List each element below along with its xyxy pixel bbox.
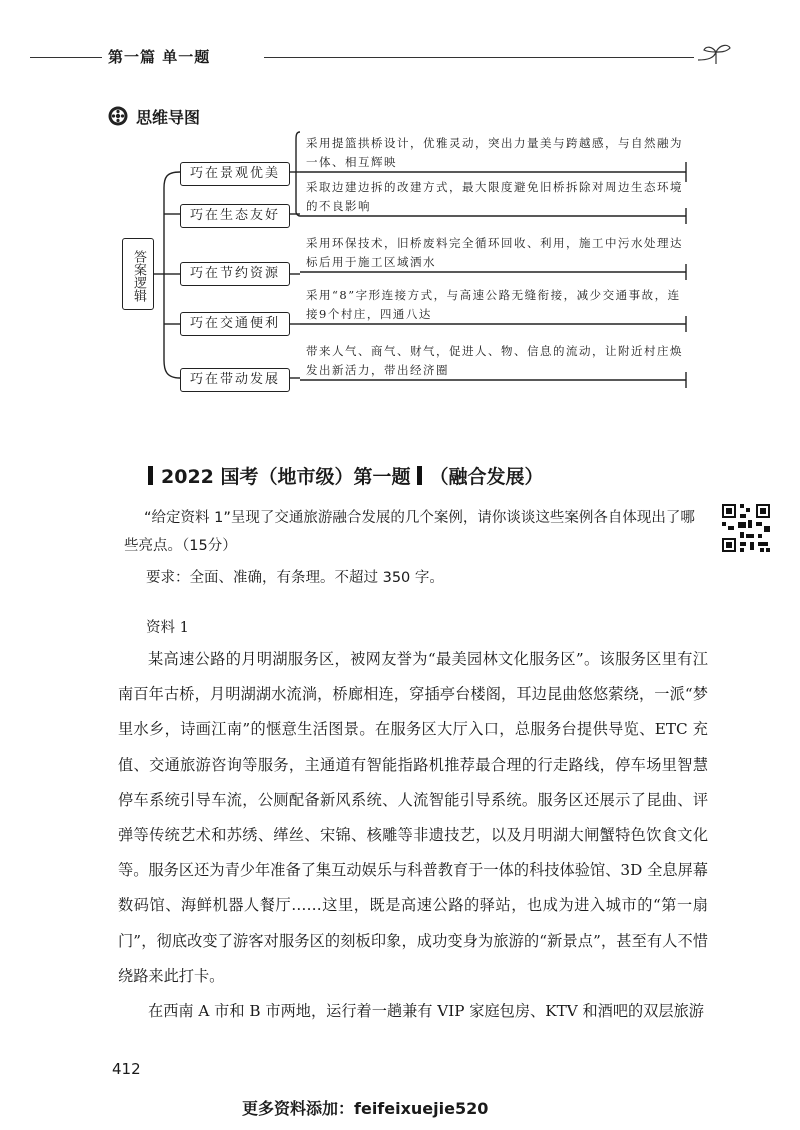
mindmap-root: 答案逻辑 <box>122 238 154 310</box>
branch-traffic: 巧在交通便利 <box>180 312 290 336</box>
title-bar-marker <box>148 466 153 485</box>
leaf-landscape: 采用提篮拱桥设计，优雅灵动，突出力量美与跨越感，与自然融为一体、相互辉映 <box>306 136 683 169</box>
mindmap-title: 思维导图 <box>136 107 201 127</box>
leaf-traffic: 采用“8”字形连接方式，与高速公路无缝衔接，减少交通事故，连接9个村庄，四通八达 <box>306 288 681 321</box>
material-paragraph: 在西南 A 市和 B 市两地，运行着一趟兼有 VIP 家庭包房、KTV 和酒吧的双层旅游 <box>148 1002 704 1021</box>
question-title-tag: （融合发展） <box>429 466 544 488</box>
header-rule-right <box>264 57 694 58</box>
page-number: 412 <box>112 1060 141 1078</box>
question-prompt: “给定资料 1”呈现了交通旅游融合发展的几个案例，请你谈谈这些案例各自体现出了哪些亮点。（15分） <box>124 510 695 554</box>
header-rule-left <box>30 57 102 58</box>
qr-code-icon <box>720 502 772 554</box>
leaf-development: 带来人气、商气、财气，促进人、物、信息的流动，让附近村庄焕发出新活力，带出经济圈 <box>306 344 683 377</box>
title-bar-marker-2 <box>417 466 422 485</box>
leaf-resources: 采用环保技术，旧桥废料完全循环回收、利用，施工中污水处理达标后用于施工区域洒水 <box>306 236 683 269</box>
question-title-main: 2022 国考（地市级）第一题 <box>161 466 411 488</box>
sprout-icon <box>694 40 738 68</box>
branch-ecology: 巧在生态友好 <box>180 204 290 228</box>
question-title <box>148 462 544 489</box>
footer-note: 更多资料添加：feifeixuejie520 <box>242 1099 489 1118</box>
branch-resources: 巧在节约资源 <box>180 262 290 286</box>
question-requirement: 要求：全面、准确，有条理。不超过 350 字。 <box>146 570 444 586</box>
flower-badge-icon <box>108 106 128 126</box>
branch-development: 巧在带动发展 <box>180 368 290 392</box>
branch-landscape: 巧在景观优美 <box>180 162 290 186</box>
material-paragraph: 某高速公路的月明湖服务区，被网友誉为“最美园林文化服务区”。该服务区里有江南百年古桥，月明湖湖水流淌，桥廊相连，穿插亭台楼阁，耳边昆曲悠悠萦绕，一派“梦里水乡，诗画江南”的惬意生活图景。在服务区大厅入口，总服务台提供导览、ETC 充值、交通旅游咨询等服务，主通道有智能指路机推荐最合理的行走路线，停车场里智慧停车系统引导车流，公厕配备新风系统、人流智能引导系统。服务区还展示了昆曲、评弹等传统艺术和苏绣、缂丝、宋锦、核雕等非遗技艺，以及月明湖大闸蟹特色饮食文化等。服务区还为青少年准备了集互动娱乐与科普教育于一体的科技体验馆、3D 全息屏幕数码馆、海鲜机器人餐厅……这里，既是高速公路的驿站，也成为进入城市的“第一扇门”，彻底改变了游客对服务区的刻板印象，成功变身为旅游的“新景点”，甚至有人不惜绕路来此打卡。 <box>118 650 708 985</box>
section-title: 第一篇 单一题 <box>108 48 211 66</box>
mindmap-heading <box>108 104 200 128</box>
mindmap <box>100 128 700 418</box>
material-body <box>118 642 708 1029</box>
leaf-ecology: 采取边建边拆的改建方式，最大限度避免旧桥拆除对周边生态环境的不良影响 <box>306 180 683 213</box>
page-header <box>30 40 770 70</box>
material-title: 资料 1 <box>146 620 189 636</box>
